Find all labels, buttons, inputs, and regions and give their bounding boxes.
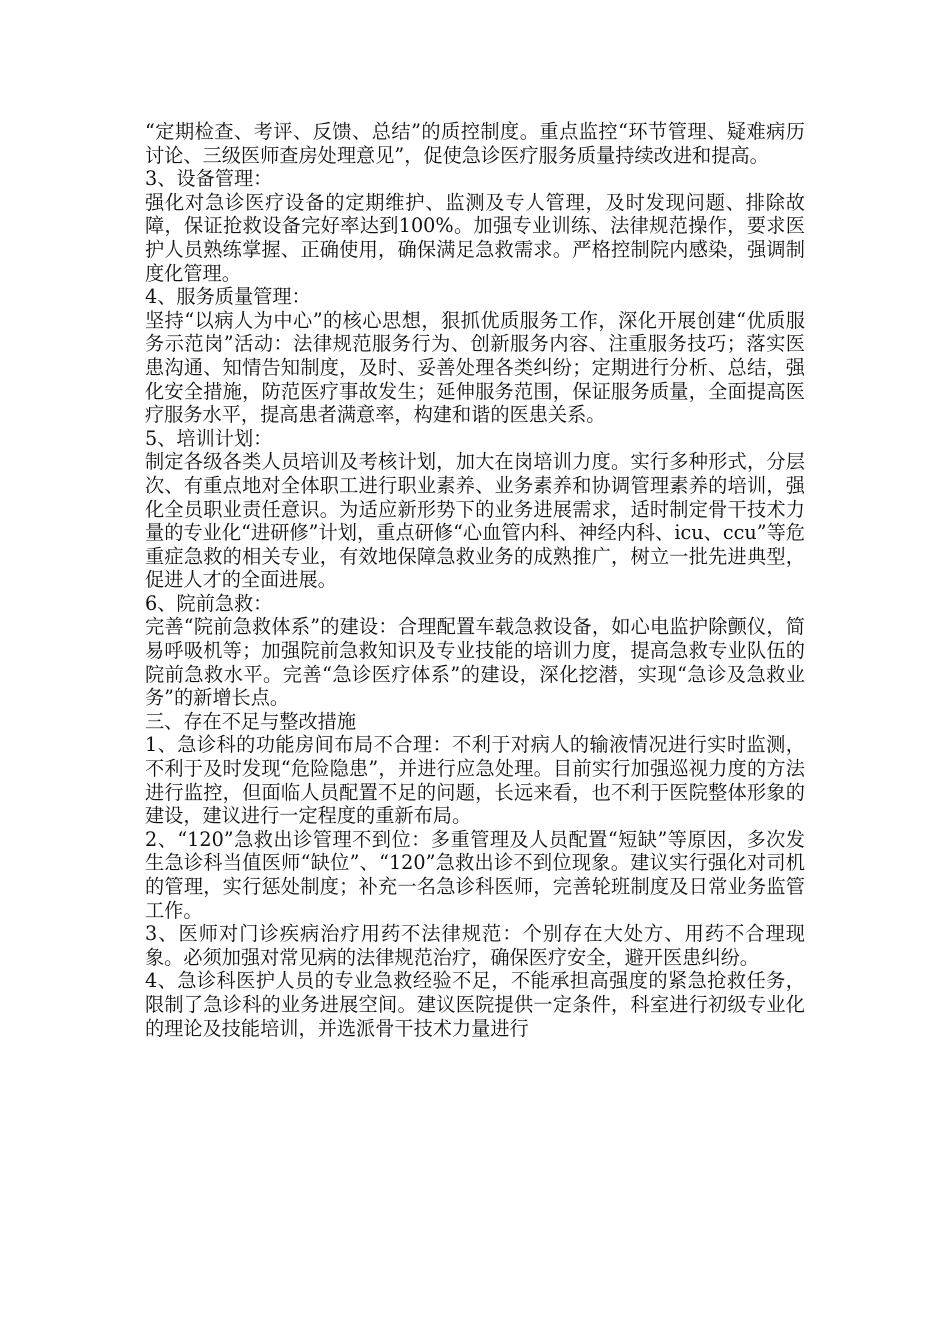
paragraph-issue-4: 4、急诊科医护人员的专业急救经验不足，不能承担高强度的紧急抢救任务，限制了急诊科的业务进展空间。建议医院提供一定条件，科室进行初级专业化的理论及技能培训，并选派骨干技术力量进行 <box>145 969 805 1040</box>
paragraph-training-plan: 制定各级各类人员培训及考核计划，加大在岗培训力度。实行多种形式，分层次、有重点地对全体职工进行职业素养、业务素养和协调管理素养的培训，强化全员职业责任意识。为适应新形势下的业务进展需求，适时制定骨干技术力量的专业化“进研修”计划，重点研修“心血管内科、神经内科、icu、ccu”等危重症急救的相关专业，有效地保障急救业务的成熟推广，树立一批先进典型，促进人才的全面进展。 <box>145 450 805 592</box>
paragraph-issue-2: 2、“120”急救出诊管理不到位：多重管理及人员配置“短缺”等原因，多次发生急诊科当值医师“缺位”、“120”急救出诊不到位现象。建议实行强化对司机的管理，实行惩处制度；补充一名急诊科医师，完善轮班制度及日常业务监管工作。 <box>145 827 805 922</box>
paragraph-issue-1: 1、急诊科的功能房间布局不合理：不利于对病人的输液情况进行实时监测，不利于及时发现“危险隐患”，并进行应急处理。目前实行加强巡视力度的方法进行监控，但面临人员配置不足的问题，长远来看，也不利于医院整体形象的建设，建议进行一定程度的重新布局。 <box>145 733 805 828</box>
heading-equipment-management: 3、设备管理： <box>145 167 273 191</box>
paragraph-quality-control-cont: “定期检查、考评、反馈、总结”的质控制度。重点监控“环节管理、疑难病历讨论、三级医师查房处理意见”，促使急诊医疗服务质量持续改进和提高。 <box>145 120 805 167</box>
heading-shortcomings: 三、存在不足与整改措施 <box>145 709 357 733</box>
paragraph-equipment-management: 强化对急诊医疗设备的定期维护、监测及专人管理，及时发现问题、排除故障，保证抢救设备完好率达到100%。加强专业训练、法律规范操作，要求医护人员熟练掌握、正确使用，确保满足急救需求。严格控制院内感染，强调制度化管理。 <box>145 190 805 285</box>
paragraph-prehospital-care: 完善“院前急救体系”的建设：合理配置车载急救设备，如心电监护除颤仪，简易呼吸机等；加强院前急救知识及专业技能的培训力度，提高急救专业队伍的院前急救水平。完善“急诊医疗体系”的建设，深化挖潜，实现“急诊及急救业务”的新增长点。 <box>145 615 805 710</box>
document-page <box>145 120 805 1040</box>
paragraph-issue-3: 3、医师对门诊疾病治疗用药不法律规范：个别存在大处方、用药不合理现象。必须加强对常见病的法律规范治疗，确保医疗安全，避开医患纠纷。 <box>145 922 805 969</box>
heading-prehospital-care: 6、院前急救： <box>145 591 273 615</box>
heading-service-quality: 4、服务质量管理： <box>145 285 311 309</box>
heading-training-plan: 5、培训计划： <box>145 426 273 450</box>
paragraph-service-quality: 坚持“以病人为中心”的核心思想，狠抓优质服务工作，深化开展创建“优质服务示范岗”活动：法律规范服务行为、创新服务内容、注重服务技巧；落实医患沟通、知情告知制度，及时、妥善处理各类纠纷；定期进行分析、总结，强化安全措施，防范医疗事故发生；延伸服务范围，保证服务质量，全面提高医疗服务水平，提高患者满意率，构建和谐的医患关系。 <box>145 308 805 427</box>
